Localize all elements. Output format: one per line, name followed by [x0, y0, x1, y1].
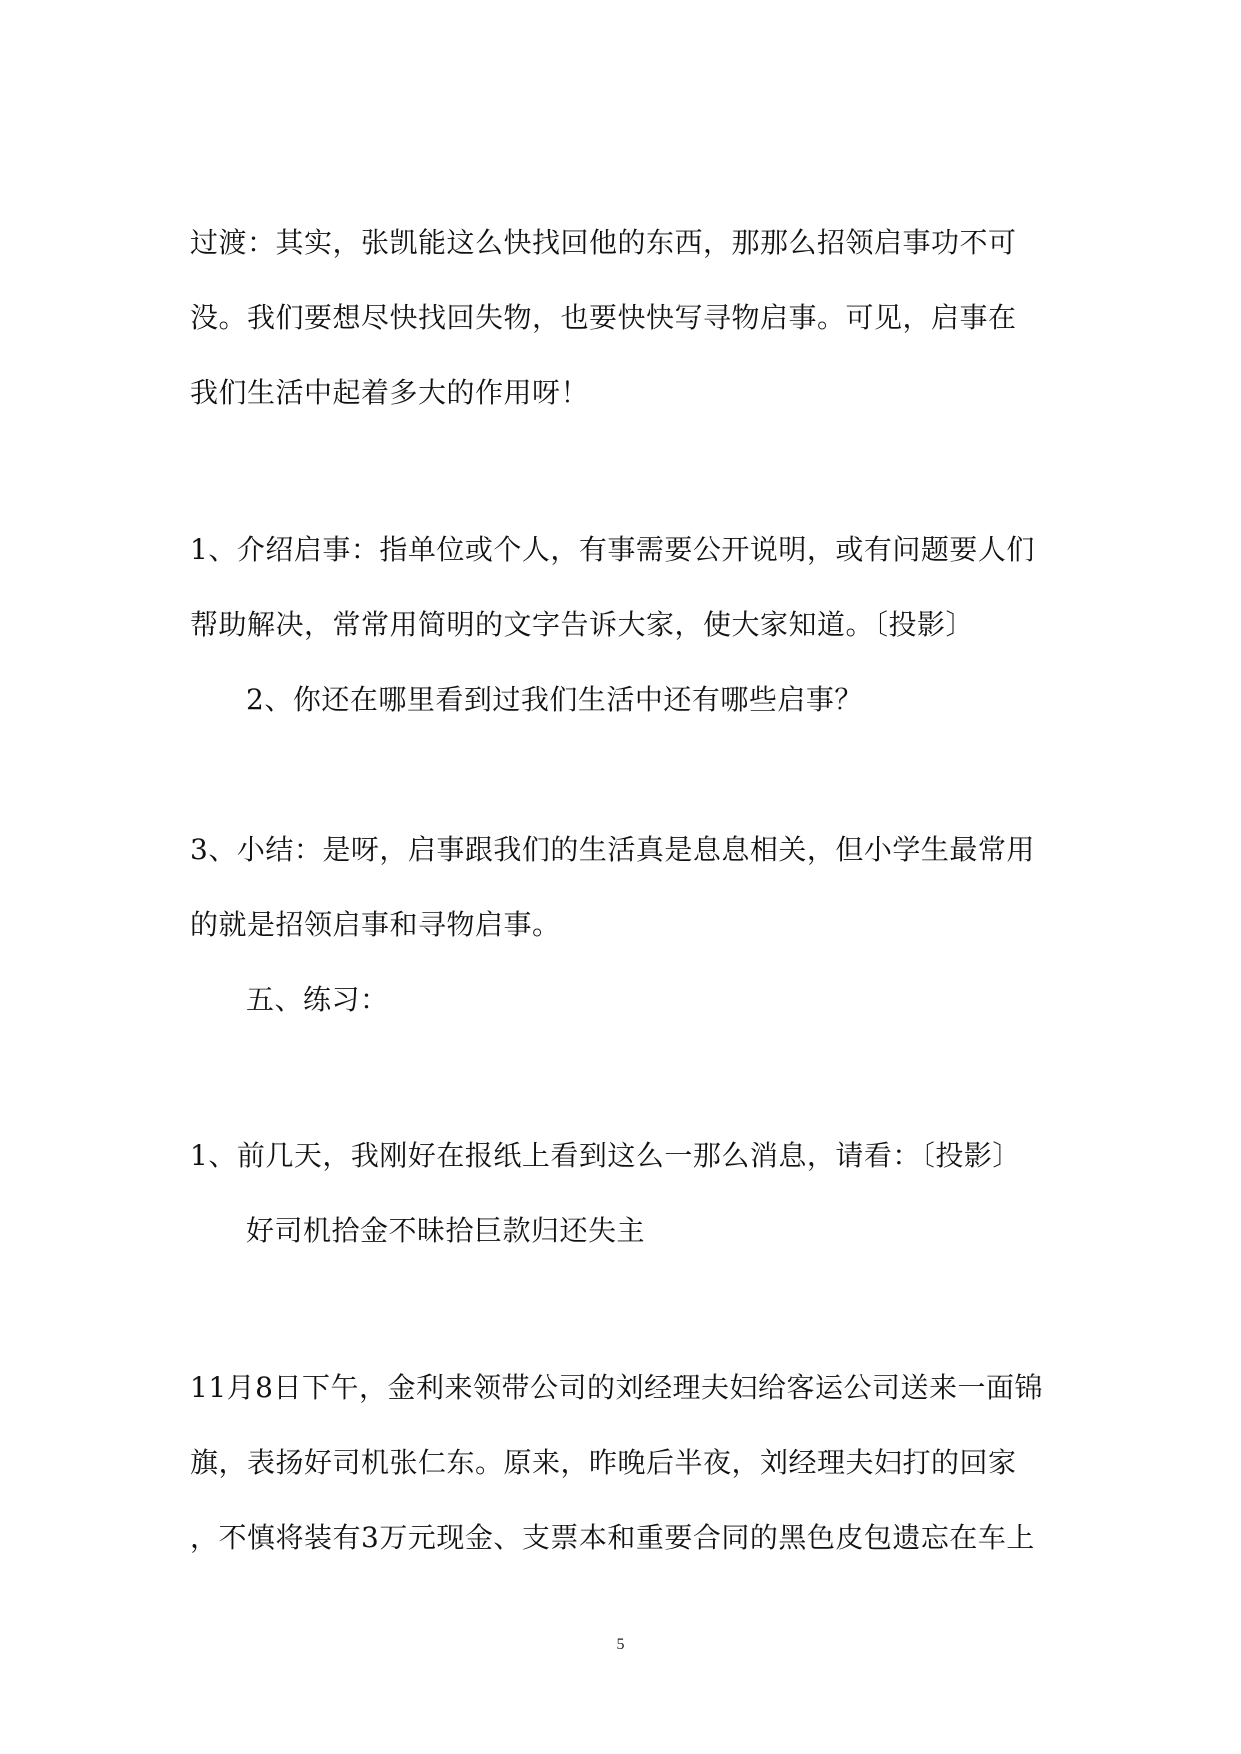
news-body-line-3: ，不慎将装有3万元现金、支票本和重要合同的黑色皮包遗忘在车上 — [190, 1521, 1035, 1554]
news-headline: 好司机拾金不昧拾巨款归还失主 — [246, 1214, 646, 1247]
paragraph-transition-line-2: 没。我们要想尽快找回失物，也要快快写寻物启事。可见，启事在 — [190, 301, 1017, 334]
item-where-seen-notices: 2、你还在哪里看到过我们生活中还有哪些启事？ — [246, 683, 863, 716]
exercise-item-1: 1、前几天，我刚好在报纸上看到这么一那么消息，请看：〔投影〕 — [190, 1139, 1021, 1172]
paragraph-transition-line-3: 我们生活中起着多大的作用呀！ — [190, 376, 590, 409]
item-summary-line-2: 的就是招领启事和寻物启事。 — [190, 908, 561, 941]
item-introduce-notice-line-2: 帮助解决，常常用简明的文字告诉大家，使大家知道。〔投影〕 — [190, 608, 975, 641]
section-heading-exercise: 五、练习： — [246, 983, 389, 1016]
page-number: 5 — [616, 1636, 625, 1653]
item-introduce-notice-line-1: 1、介绍启事：指单位或个人，有事需要公开说明，或有问题要人们 — [190, 533, 1035, 566]
news-body-line-1: 11月8日下午，金利来领带公司的刘经理夫妇给客运公司送来一面锦 — [190, 1371, 1043, 1404]
news-body-line-2: 旗，表扬好司机张仁东。原来，昨晚后半夜，刘经理夫妇打的回家 — [190, 1446, 1017, 1479]
paragraph-transition-line-1: 过渡：其实，张凯能这么快找回他的东西，那那么招领启事功不可 — [190, 226, 1017, 259]
item-summary-line-1: 3、小结：是呀，启事跟我们的生活真是息息相关，但小学生最常用 — [190, 833, 1035, 866]
